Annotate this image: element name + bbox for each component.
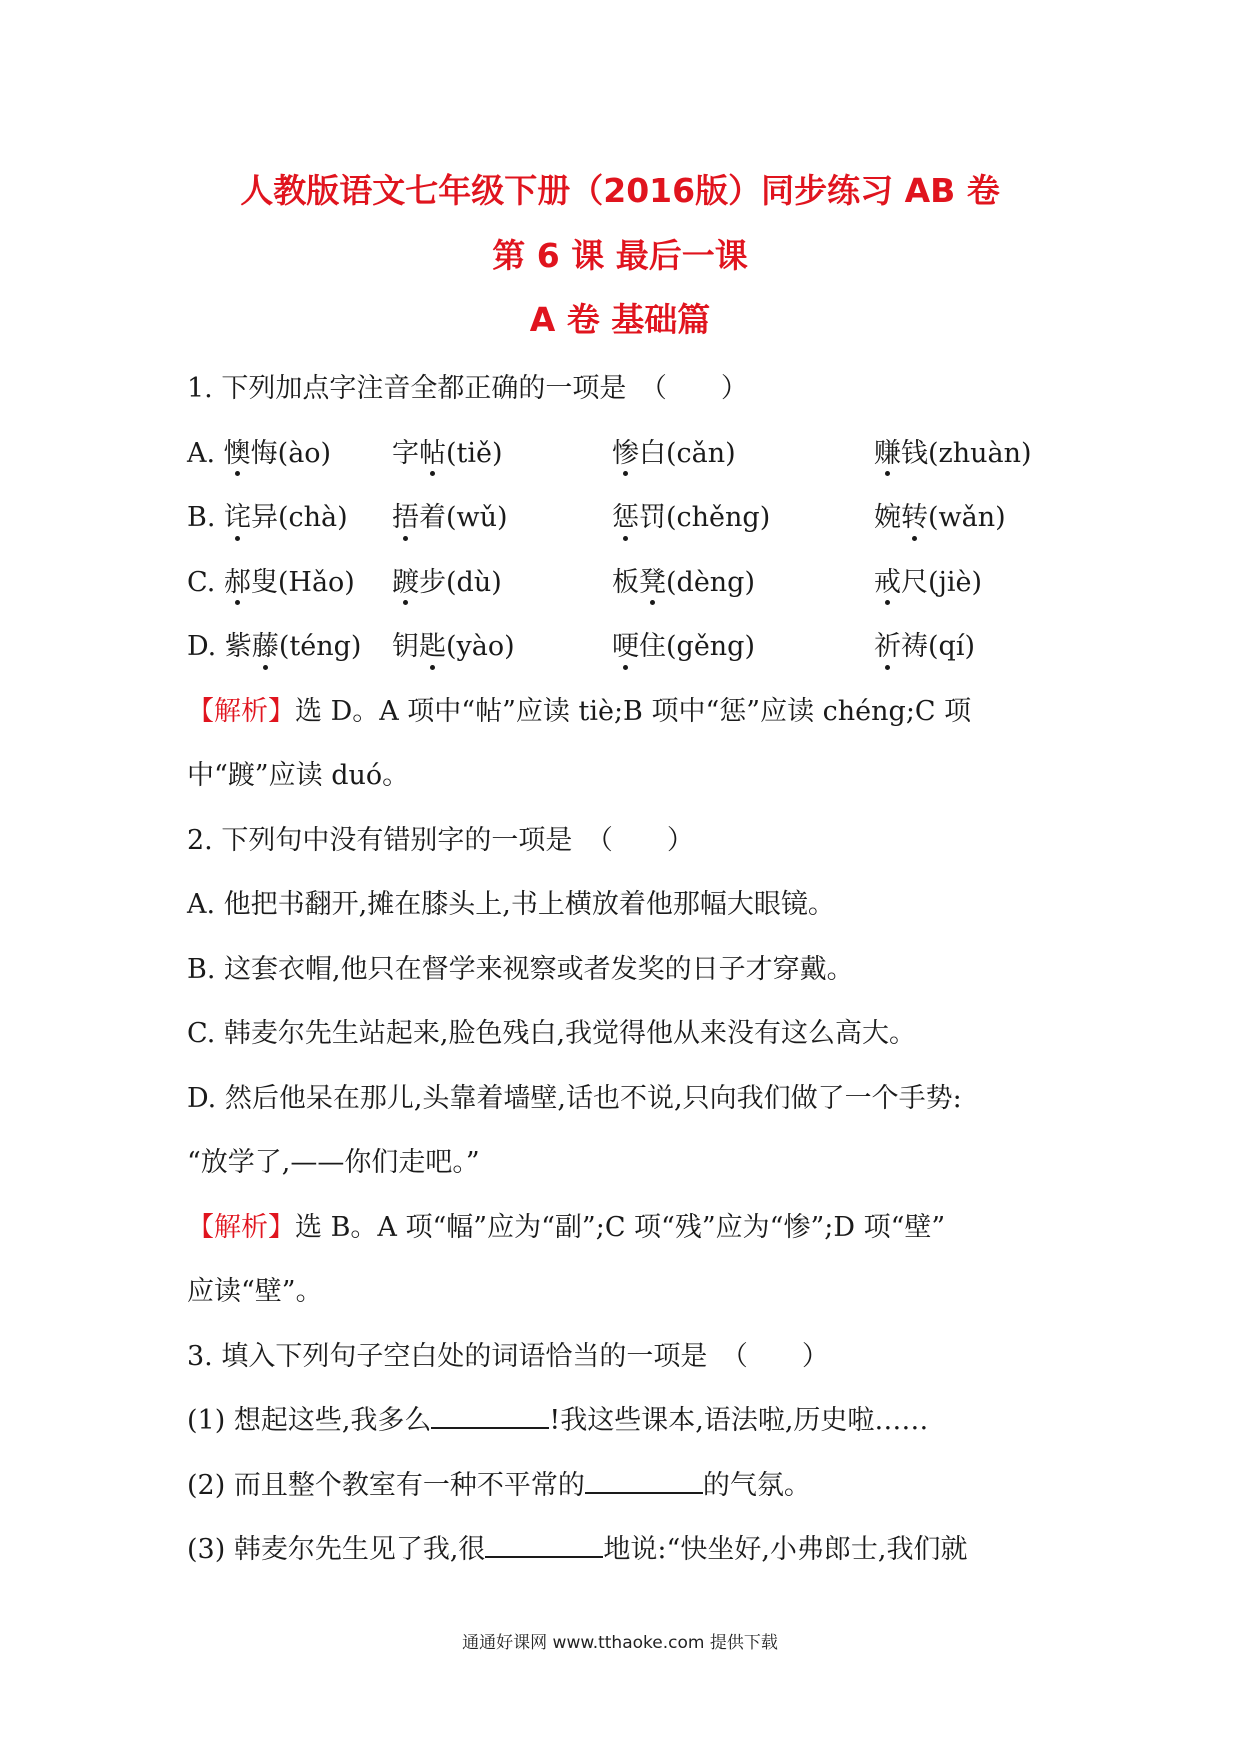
sentence-text: 的气氛。 bbox=[702, 1469, 811, 1501]
option-word bbox=[392, 422, 612, 487]
option-word bbox=[187, 486, 392, 551]
dotted-character: 踱 bbox=[392, 551, 419, 616]
sentence-text: (3) 韩麦尔先生见了我,很 bbox=[187, 1534, 486, 1565]
question-1-options bbox=[187, 422, 1067, 680]
option-word-text: (tiě) bbox=[446, 437, 503, 469]
sentence-text: (2) 而且整个教室有一种不平常的 bbox=[187, 1469, 585, 1501]
option-word-text: 板 bbox=[612, 566, 639, 598]
option-word-text: 钥 bbox=[392, 631, 419, 662]
question-3-sentence-2 bbox=[187, 1454, 1067, 1519]
dotted-character: 懊 bbox=[224, 422, 251, 487]
option-word bbox=[187, 615, 392, 680]
dotted-character: 哽 bbox=[612, 615, 639, 680]
analysis-text: 选 D。A 项中“帖”应读 tiè;B 项中“惩”应读 chéng;C 项 bbox=[295, 695, 972, 727]
option-word-text: C. bbox=[187, 566, 224, 598]
question-2-option-a: A. 他把书翻开,摊在膝头上,书上横放着他那幅大眼镜。 bbox=[187, 889, 835, 920]
question-1-option-row bbox=[187, 615, 1067, 680]
dotted-character: 匙 bbox=[419, 615, 446, 680]
option-word-text: 祷(qí) bbox=[901, 631, 975, 662]
option-word-text: 白(cǎn) bbox=[639, 437, 736, 469]
option-word-text: 悔(ào) bbox=[250, 437, 332, 469]
option-word bbox=[187, 551, 392, 616]
option-word bbox=[874, 551, 982, 616]
option-word-text: 叟(Hǎo) bbox=[250, 566, 355, 598]
option-word-text: (téng) bbox=[278, 631, 362, 662]
option-word-text: 尺(jiè) bbox=[901, 566, 983, 598]
sentence-text: (1) 想起这些,我多么 bbox=[187, 1405, 432, 1436]
option-word-text: D. 紫 bbox=[187, 631, 252, 662]
dotted-character: 戒 bbox=[874, 551, 901, 616]
fill-blank bbox=[485, 1530, 603, 1558]
fill-blank bbox=[431, 1401, 549, 1429]
option-word bbox=[874, 615, 975, 680]
option-word bbox=[874, 486, 1006, 551]
title-block bbox=[0, 158, 1240, 352]
option-word-text: (dèng) bbox=[666, 566, 756, 598]
analysis-label: 【解析】 bbox=[187, 695, 295, 727]
dotted-character: 惩 bbox=[612, 486, 639, 551]
dotted-character: 惨 bbox=[612, 422, 639, 487]
option-word bbox=[612, 551, 874, 616]
question-2-option-c: C. 韩麦尔先生站起来,脸色残白,我觉得他从来没有这么高大。 bbox=[187, 1018, 917, 1049]
dotted-character: 捂 bbox=[392, 486, 419, 551]
question-2-analysis-line-2: 应读“壁”。 bbox=[187, 1276, 323, 1307]
question-1-option-row bbox=[187, 422, 1067, 487]
option-word-text: 着(wǔ) bbox=[419, 502, 508, 533]
question-2-option-b: B. 这套衣帽,他只在督学来视察或者发奖的日子才穿戴。 bbox=[187, 953, 854, 985]
option-word bbox=[392, 551, 612, 616]
dotted-character: 凳 bbox=[639, 551, 666, 616]
question-3-stem: 3. 填入下列句子空白处的词语恰当的一项是 （ ） bbox=[187, 1340, 829, 1372]
document-title: 人教版语文七年级下册（2016版）同步练习 AB 卷 bbox=[240, 171, 1000, 210]
option-word-text: A. bbox=[187, 437, 224, 469]
dotted-character: 帖 bbox=[419, 422, 446, 487]
option-word bbox=[187, 422, 392, 487]
analysis-text: 选 B。A 项“幅”应为“副”;C 项“残”应为“惨”;D 项“壁” bbox=[295, 1211, 946, 1243]
fill-blank bbox=[585, 1466, 703, 1494]
question-3-sentence-3 bbox=[187, 1518, 1067, 1583]
option-word bbox=[612, 422, 874, 487]
option-word-text: (yào) bbox=[446, 631, 515, 662]
option-word bbox=[392, 615, 612, 680]
question-1-analysis-line-2: 中“踱”应读 duó。 bbox=[187, 760, 410, 791]
sentence-text: 地说:“快坐好,小弗郎士,我们就 bbox=[603, 1534, 968, 1565]
question-1-option-row bbox=[187, 551, 1067, 616]
question-2-option-d-continued: “放学了,——你们走吧。” bbox=[187, 1147, 480, 1178]
option-word-text: 住(gěng) bbox=[639, 631, 756, 662]
option-word-text: 步(dù) bbox=[419, 566, 502, 598]
dotted-character: 诧 bbox=[224, 486, 251, 551]
dotted-character: 祈 bbox=[874, 615, 901, 680]
question-2-option-d: D. 然后他呆在那儿,头靠着墙壁,话也不说,只向我们做了一个手势: bbox=[187, 1082, 962, 1114]
question-1-stem: 1. 下列加点字注音全都正确的一项是 （ ） bbox=[187, 373, 748, 404]
dotted-character: 藤 bbox=[252, 615, 279, 680]
option-word-text: 婉 bbox=[874, 502, 901, 533]
lesson-title: 第 6 课 最后一课 bbox=[492, 236, 748, 275]
option-word-text: 异(chà) bbox=[251, 502, 348, 533]
question-1-option-row bbox=[187, 486, 1067, 551]
analysis-label: 【解析】 bbox=[187, 1211, 295, 1243]
question-2-stem: 2. 下列句中没有错别字的一项是 （ ） bbox=[187, 824, 694, 856]
dotted-character: 郝 bbox=[224, 551, 251, 616]
dotted-character: 转 bbox=[901, 486, 928, 551]
page-footer: 通通好课网 www.tthaoke.com 提供下载 bbox=[462, 1633, 778, 1653]
option-word bbox=[612, 615, 874, 680]
exercise-body bbox=[187, 357, 1067, 1583]
question-3-sentence-1 bbox=[187, 1389, 1067, 1454]
option-word-text: 字 bbox=[392, 437, 419, 469]
option-word bbox=[612, 486, 874, 551]
option-word-text: (wǎn) bbox=[928, 502, 1006, 533]
question-1-analysis-line-1 bbox=[187, 680, 1067, 745]
option-word bbox=[874, 422, 1032, 487]
option-word-text: 钱(zhuàn) bbox=[901, 437, 1032, 469]
question-2-analysis-line-1 bbox=[187, 1196, 1067, 1261]
section-title: A 卷 基础篇 bbox=[529, 300, 711, 339]
sentence-text: !我这些课本,语法啦,历史啦…… bbox=[549, 1405, 929, 1436]
option-word-text: B. bbox=[187, 502, 225, 533]
dotted-character: 赚 bbox=[874, 422, 901, 487]
option-word-text: 罚(chěng) bbox=[639, 502, 771, 533]
option-word bbox=[392, 486, 612, 551]
